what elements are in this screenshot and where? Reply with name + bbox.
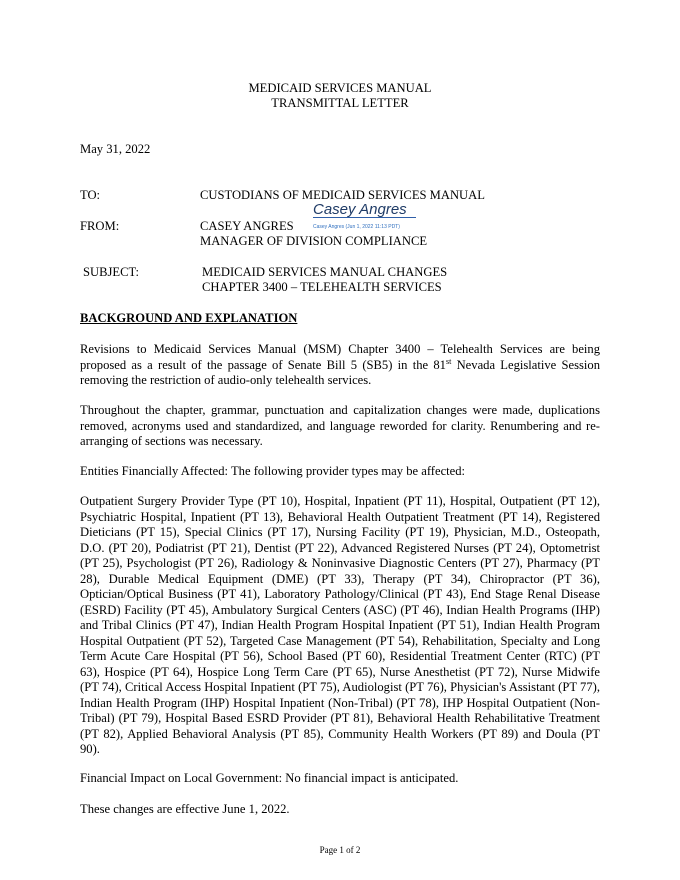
ordinal-suffix: st — [445, 356, 452, 366]
signature-image: Casey Angres — [313, 201, 407, 218]
paragraph-entities: Entities Financially Affected: The following provider types may be affected: — [80, 464, 466, 478]
from-title: MANAGER OF DIVISION COMPLIANCE — [200, 234, 428, 248]
to-label: TO: — [80, 188, 101, 202]
subject-line-1: MEDICAID SERVICES MANUAL CHANGES — [202, 265, 448, 279]
from-name: CASEY ANGRES — [200, 219, 294, 233]
letter-date: May 31, 2022 — [80, 142, 151, 156]
from-label: FROM: — [80, 219, 120, 233]
manual-title: MEDICAID SERVICES MANUAL — [248, 81, 432, 95]
section-heading: BACKGROUND AND EXPLANATION — [80, 311, 298, 325]
to-value: CUSTODIANS OF MEDICAID SERVICES MANUAL — [200, 188, 485, 202]
signature-timestamp: Casey Angres (Jun 1, 2022 11:13 PDT) — [313, 224, 400, 230]
paragraph-provider-types: Outpatient Surgery Provider Type (PT 10), Hospital, Inpatient (PT 11), Hospital, Outpatient (PT 12), Psychiatric Hospital, Inpatient (PT 13), Behavioral Health Outpatient Treatment (PT 14), Registered Dieticians (PT 15), Special Clinics (PT 17), Nursing Facility (PT 19), Physician, M.D., Osteopath, D.O. (PT 20), Podiatrist (PT 21), Dentist (PT 22), Advanced Registered Nurses (PT 24), Optometrist (PT 25), Psychologist (PT 26), Radiology & Noninvasive Diagnostic Centers (PT 27), Pharmacy (PT 28), Durable Medical Equipment (DME) (PT 33), Therapy (PT 34), Chiropractor (PT 36), Optician/Optical Business (PT 41), Laboratory Pathology/Clinical (PT 43), End Stage Renal Disease (ESRD) Facility (PT 45), Ambulatory Surgical Centers (ASC) (PT 46), Indian Health Programs (IHP) and Tribal Clinics (PT 47), Indian Health Program Hospital Inpatient (PT 51), Indian Health Program Hospital Outpatient (PT 52), Targeted Case Management (PT 54), Rehabilitation, Specialty and Long Term Acute Care Hospital (PT 56), School Based (PT 60), Residential Treatment Center (RTC) (PT 63), Hospice (PT 64), Hospice Long Term Care (PT 65), Nurse Anesthetist (PT 72), Nurse Midwife (PT 74), Critical Access Hospital Inpatient (PT 75), Audiologist (PT 76), Physician's Assistant (PT 77), Indian Health Program (IHP) Hospital Inpatient (Non-Tribal) (PT 78), IHP Hospital Outpatient (Non-Tribal) (PT 79), Hospital Based ESRD Provider (PT 81), Behavioral Health Rehabilitative Treatment (PT 82), Applied Behavioral Analysis (PT 85), Community Health Workers (PT 89) and Doula (PT 90). — [80, 494, 600, 756]
paragraph-grammar: Throughout the chapter, grammar, punctuation and capitalization changes were made, duplications removed, acronyms used and standardized, and language reworded for clarity. Renumbering and re-arranging of sections was necessary. — [80, 403, 600, 448]
paragraph-revisions-text-a: Revisions to Medicaid Services Manual (MSM) Chapter 3400 – Telehealth Services are being proposed as a result of the passage of Senate Bill 5 (SB5) in the 81 — [80, 342, 600, 372]
page-number: Page 1 of 2 — [319, 845, 361, 855]
paragraph-financial-impact: Financial Impact on Local Government: No financial impact is anticipated. — [80, 771, 459, 785]
subject-line-2: CHAPTER 3400 – TELEHEALTH SERVICES — [202, 280, 442, 294]
subject-label: SUBJECT: — [83, 265, 140, 279]
transmittal-subtitle: TRANSMITTAL LETTER — [271, 96, 409, 110]
paragraph-revisions — [80, 342, 600, 389]
paragraph-effective-date: These changes are effective June 1, 2022. — [80, 802, 290, 816]
signature-line — [313, 217, 416, 218]
paragraph-revisions-text-b: Nevada Legislative Session removing the restriction of audio-only telehealth services. — [80, 357, 600, 387]
